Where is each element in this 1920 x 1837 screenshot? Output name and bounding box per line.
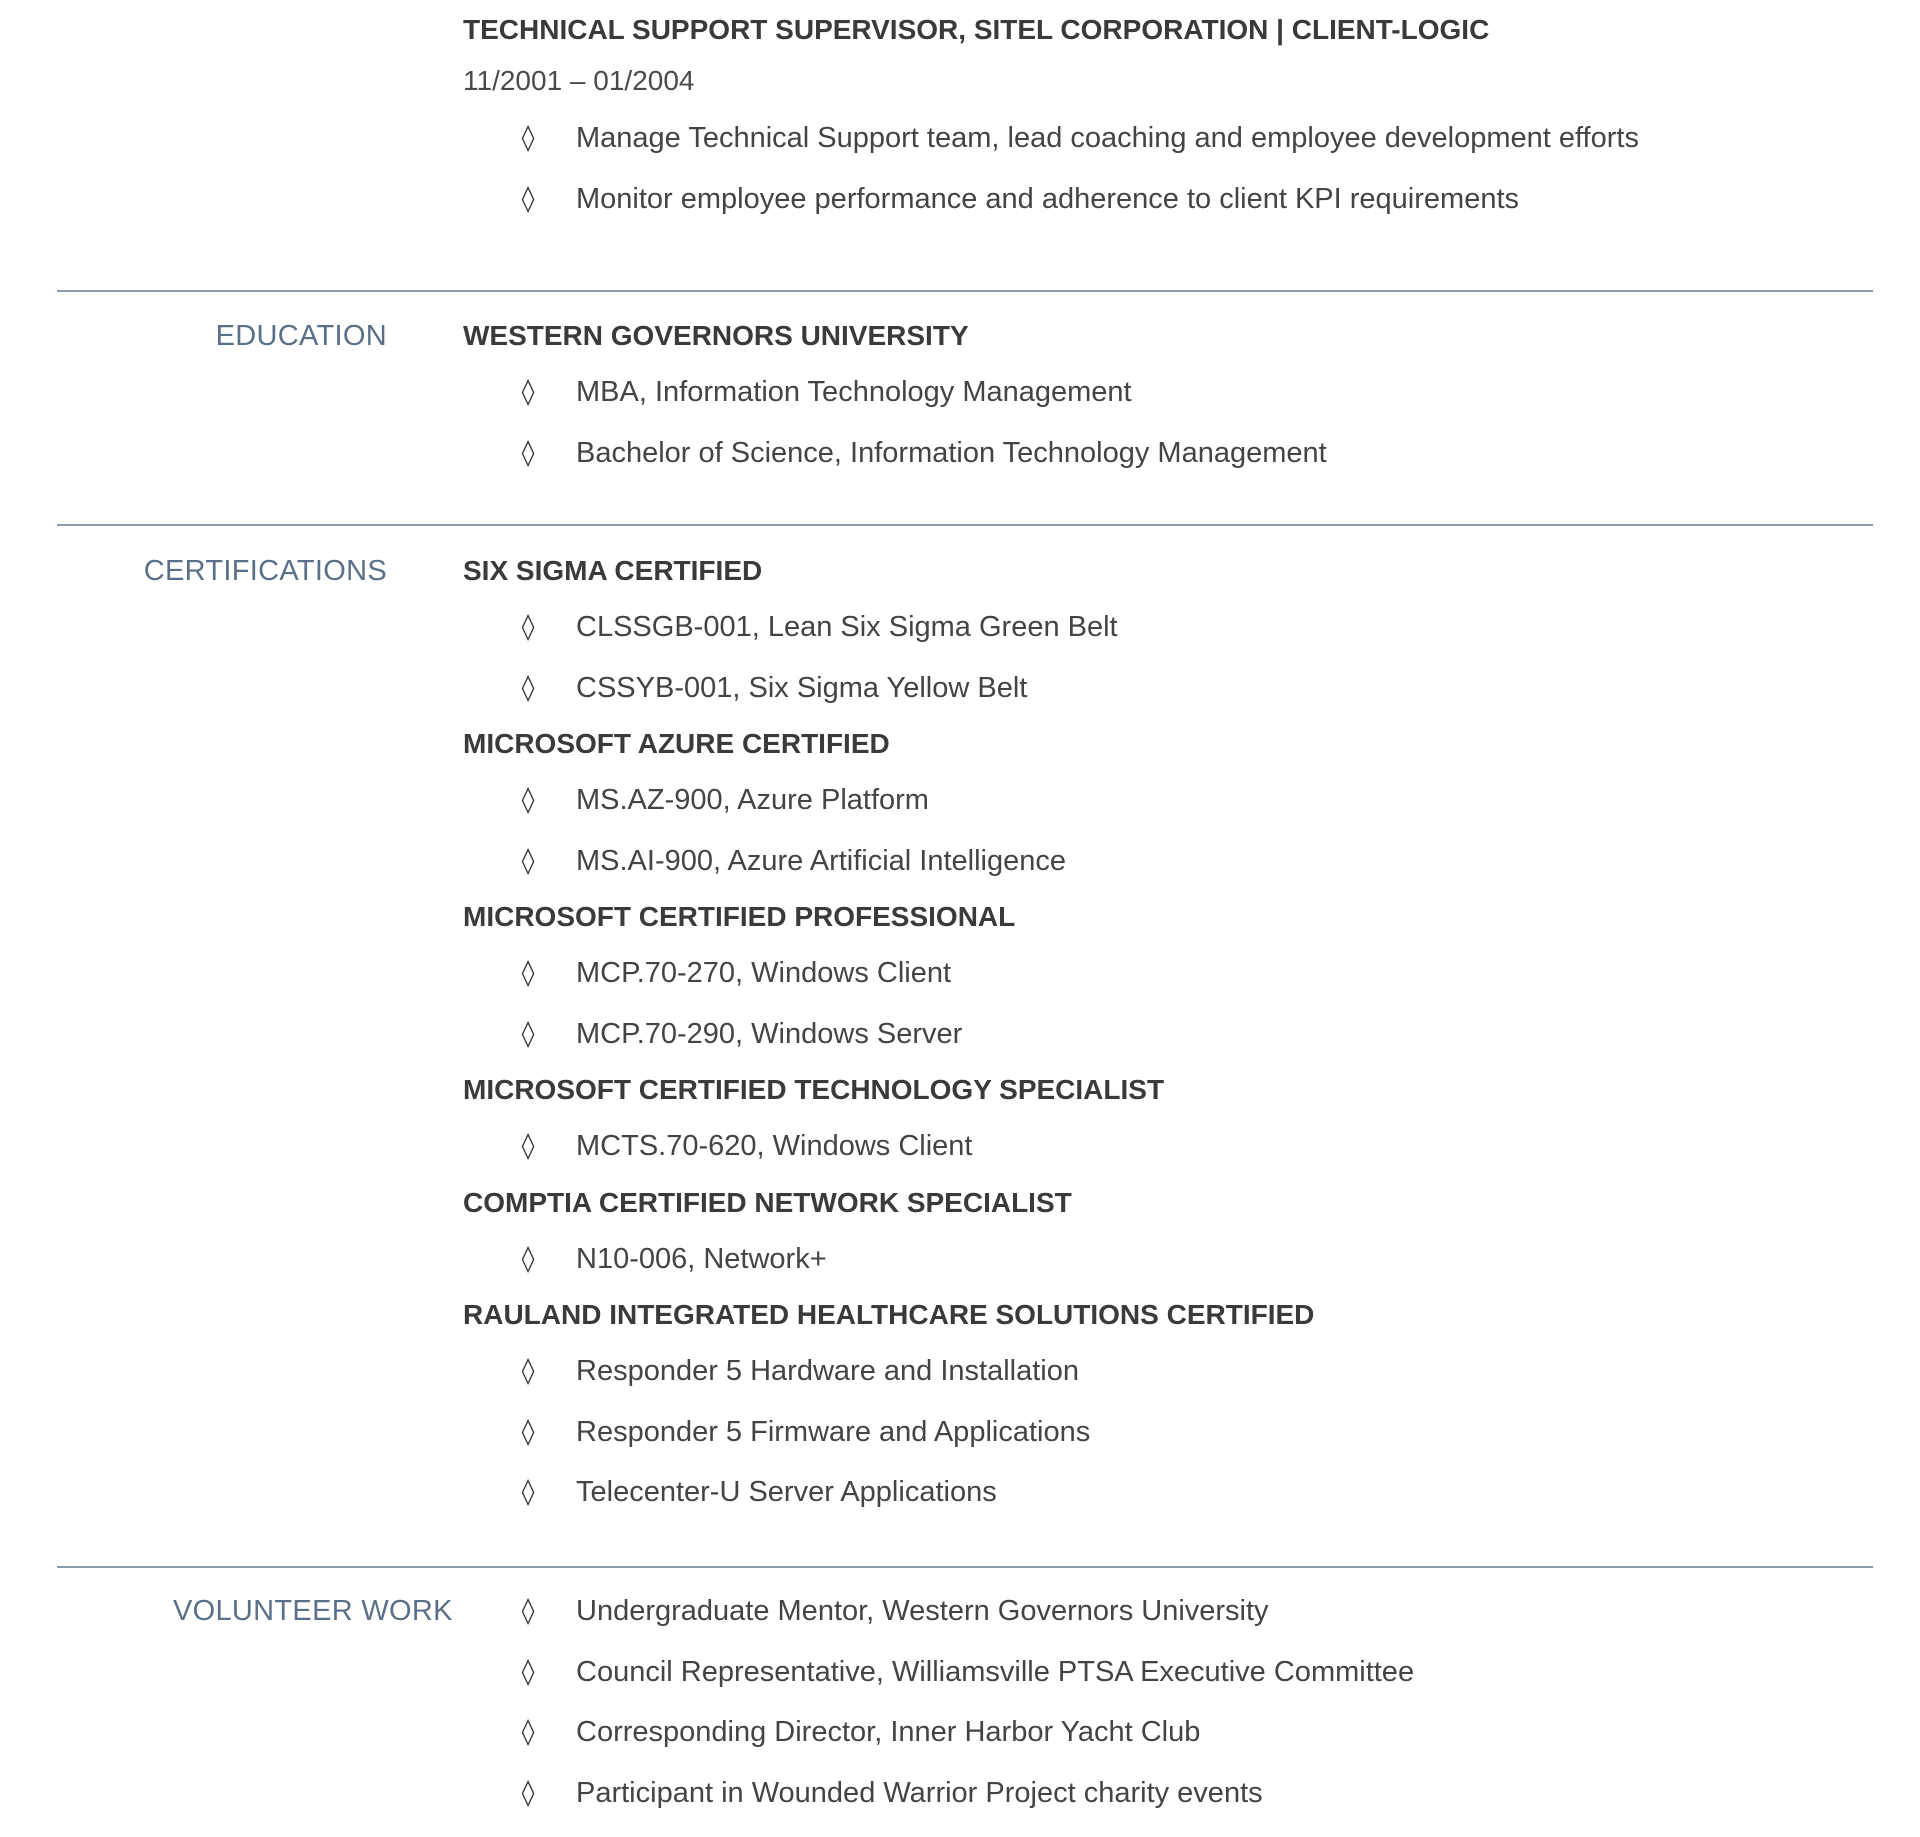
list-item [463, 1462, 1863, 1523]
list-item [463, 658, 1863, 719]
diamond-bullet-icon: ◊ [521, 1243, 535, 1274]
diamond-bullet-icon: ◊ [521, 1596, 535, 1626]
cert-group-title: MICROSOFT CERTIFIED TECHNOLOGY SPECIALIST [463, 1074, 1165, 1105]
education-content [463, 310, 1863, 483]
diamond-bullet-icon: ◊ [521, 1356, 535, 1386]
bullet-text: MCTS.70-620, Windows Client [576, 1130, 973, 1162]
bullet-text: MCP.70-270, Windows Client [576, 957, 952, 989]
school-name: WESTERN GOVERNORS UNIVERSITY [463, 320, 969, 351]
list-item [463, 423, 1863, 484]
bullet-text: Manage Technical Support team, lead coaching and employee development efforts [576, 122, 1639, 154]
bullet-text: Responder 5 Firmware and Applications [576, 1415, 1091, 1448]
section-divider [57, 290, 1873, 292]
bullet-text: Bachelor of Science, Information Technology Management [576, 436, 1327, 469]
diamond-bullet-icon: ◊ [521, 377, 535, 407]
cert-group-title: RAULAND INTEGRATED HEALTHCARE SOLUTIONS CERTIFIED [463, 1299, 1315, 1330]
diamond-bullet-icon: ◊ [521, 123, 535, 153]
bullet-text: MBA, Information Technology Management [576, 376, 1132, 408]
bullet-text: Responder 5 Hardware and Installation [576, 1355, 1079, 1387]
list-item [463, 943, 1863, 1004]
list-item [463, 770, 1863, 831]
bullet-text: CSSYB-001, Six Sigma Yellow Belt [576, 671, 1028, 704]
list-item [463, 1341, 1863, 1402]
list-item [463, 1004, 1863, 1065]
list-item [463, 1402, 1863, 1463]
list-item [463, 1229, 1863, 1290]
job-dates: 11/2001 – 01/2004 [463, 65, 695, 96]
cert-group-title: MICROSOFT CERTIFIED PROFESSIONAL [463, 901, 1016, 932]
diamond-bullet-icon: ◊ [521, 612, 535, 642]
bullet-text: Undergraduate Mentor, Western Governors University [576, 1595, 1269, 1627]
bullet-text: CLSSGB-001, Lean Six Sigma Green Belt [576, 611, 1118, 643]
diamond-bullet-icon: ◊ [521, 1018, 535, 1049]
section-divider [57, 524, 1873, 526]
diamond-bullet-icon: ◊ [521, 1416, 535, 1447]
cert-group-items [463, 597, 1863, 718]
list-item [463, 1581, 1863, 1642]
list-item [463, 597, 1863, 658]
list-item [463, 362, 1863, 423]
volunteer-content [463, 1581, 1863, 1823]
job-bullets [463, 108, 1863, 229]
cert-group-items [463, 770, 1863, 891]
bullet-text: N10-006, Network+ [576, 1242, 827, 1275]
cert-group-title: MICROSOFT AZURE CERTIFIED [463, 728, 890, 759]
diamond-bullet-icon: ◊ [521, 183, 535, 214]
diamond-bullet-icon: ◊ [521, 845, 535, 876]
experience-content [463, 4, 1863, 229]
diamond-bullet-icon: ◊ [521, 1777, 535, 1808]
certifications-label: CERTIFICATIONS [143, 555, 387, 587]
volunteer-bullets [463, 1581, 1863, 1823]
list-item [463, 1763, 1863, 1824]
bullet-text: MS.AI-900, Azure Artificial Intelligence [576, 844, 1067, 877]
diamond-bullet-icon: ◊ [521, 1477, 535, 1507]
bullet-text: MCP.70-290, Windows Server [576, 1017, 963, 1050]
list-item [463, 108, 1863, 169]
cert-group-items [463, 1229, 1863, 1290]
section-divider [57, 1566, 1873, 1568]
bullet-text: Corresponding Director, Inner Harbor Yacht Club [576, 1716, 1201, 1748]
diamond-bullet-icon: ◊ [521, 1717, 535, 1747]
diamond-bullet-icon: ◊ [521, 958, 535, 988]
bullet-text: Participant in Wounded Warrior Project charity events [576, 1776, 1263, 1809]
diamond-bullet-icon: ◊ [521, 1656, 535, 1687]
list-item [463, 1702, 1863, 1763]
list-item [463, 831, 1863, 892]
diamond-bullet-icon: ◊ [521, 672, 535, 703]
education-bullets [463, 362, 1863, 483]
list-item [463, 1116, 1863, 1177]
bullet-text: Monitor employee performance and adherence to client KPI requirements [576, 182, 1520, 215]
diamond-bullet-icon: ◊ [521, 1131, 535, 1161]
bullet-text: Telecenter-U Server Applications [576, 1476, 997, 1508]
list-item [463, 169, 1863, 230]
diamond-bullet-icon: ◊ [521, 785, 535, 815]
diamond-bullet-icon: ◊ [521, 437, 535, 468]
education-label: EDUCATION [215, 320, 387, 352]
cert-group-items [463, 1341, 1863, 1523]
cert-group-items [463, 943, 1863, 1064]
job-title: TECHNICAL SUPPORT SUPERVISOR, SITEL CORPORATION | CLIENT-LOGIC [463, 14, 1490, 45]
cert-group-title: COMPTIA CERTIFIED NETWORK SPECIALIST [463, 1186, 1072, 1218]
bullet-text: MS.AZ-900, Azure Platform [576, 784, 929, 816]
volunteer-label: VOLUNTEER WORK [173, 1595, 453, 1627]
cert-group-items [463, 1116, 1863, 1177]
certifications-content [463, 545, 1863, 1523]
cert-group-title: SIX SIGMA CERTIFIED [463, 555, 763, 586]
bullet-text: Council Representative, Williamsville PTSA Executive Committee [576, 1655, 1415, 1688]
list-item [463, 1642, 1863, 1703]
